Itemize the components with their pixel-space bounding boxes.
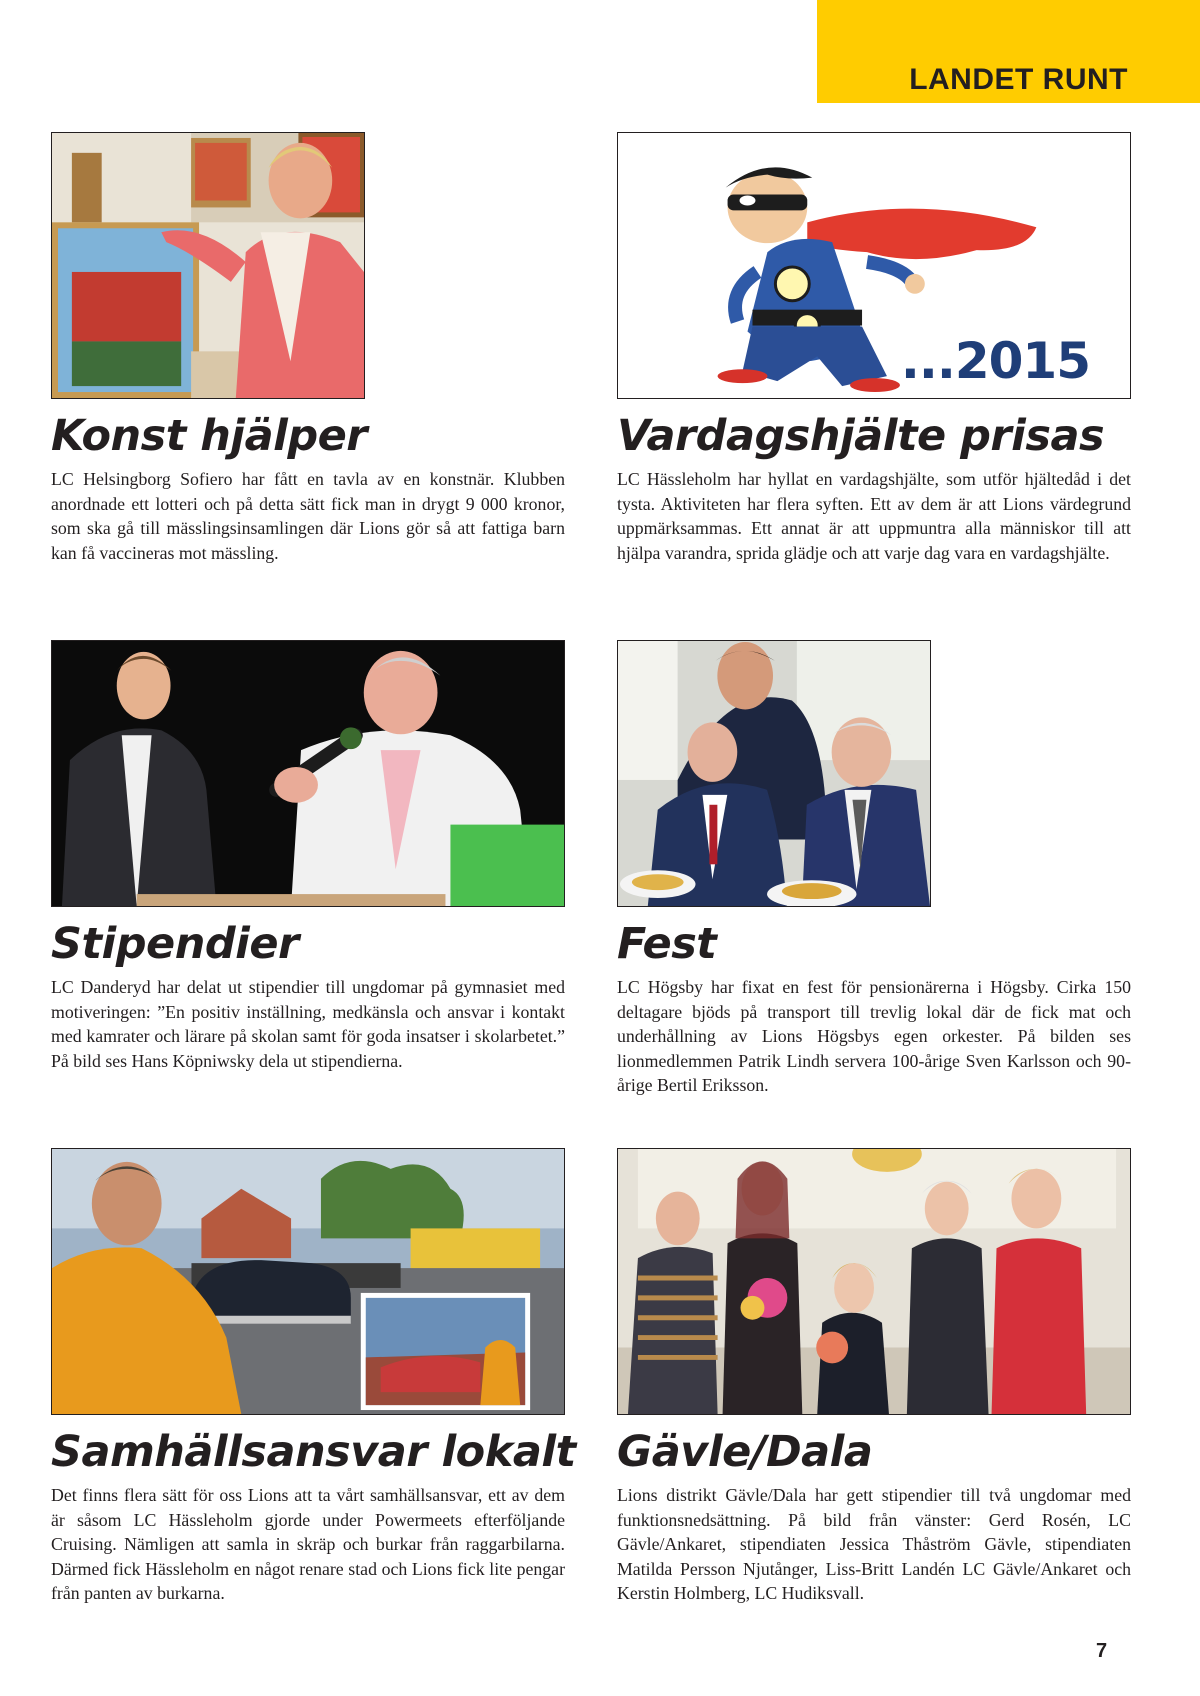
article-fest	[617, 640, 1131, 1098]
headline: Gävle/Dala	[617, 1427, 873, 1477]
headline: Samhällsansvar lokalt	[51, 1427, 576, 1477]
photo-serving-food	[617, 640, 931, 907]
section-label: LANDET RUNT	[909, 63, 1128, 96]
photo-group-of-women	[617, 1148, 1131, 1415]
article-body: Det finns flera sätt för oss Lions att ta vårt samhällsansvar, ett av dem är såsom LC Hässleholm gjorde under Powermeets efterföljande Cruising. Nämligen att samla in skräp och burkar från raggarbilarna. Därmed fick Hässleholm en något renare stad och Lions fick lite pengar från panten av burkarna.	[51, 1485, 565, 1603]
article-gavle-dala	[617, 1148, 1131, 1606]
article-vardagshjalte	[617, 132, 1131, 565]
headline: Fest	[617, 919, 717, 969]
article-body: LC Helsingborg Sofiero har fått en tavla av en konstnär. Klubben anordnade ett lotteri och på detta sätt fick man in drygt 9 000 kronor, som ska gå till mässlingsinsamlingen där Lions gör så att fattiga barn kan få vaccineras mot mässling.	[51, 469, 565, 563]
article-body: LC Högsby har fixat en fest för pensionärerna i Högsby. Cirka 150 deltagare bjöds på transport till trevlig lokal där de fick mat och underhållning av Lions Högsbys egen orkester. På bilden ses lionmedlemmen Patrik Lindh servera 100-årige Sven Karlsson och 90-årige Bertil Eriksson.	[617, 977, 1131, 1095]
article-body: LC Hässleholm har hyllat en vardagshjälte, som utför hjältedåd i det tysta. Aktiviteten har flera syften. Ett av dem är att Lions värdegrund uppmärksammas. Ett annat är att uppmuntra alla människor till att hjälpa varandra, sprida glädje och att varje dag vara en vardagshjälte.	[617, 469, 1131, 563]
photo-speaker-on-stage	[51, 640, 565, 907]
photo-man-with-painting	[51, 132, 365, 399]
article-samhallsansvar	[51, 1148, 576, 1606]
article-stipendier	[51, 640, 565, 1073]
page-number: 7	[1096, 1640, 1108, 1662]
photo-car-cruising	[51, 1148, 565, 1415]
article-body: Lions distrikt Gävle/Dala har gett stipendier till två ungdomar med funktionsnedsättning. På bild från vänster: Gerd Rosén, LC Gävle/Ankaret, stipendiaten Jessica Thåström Gävle, stipendiaten Matilda Persson Njutånger, Liss-Britt Landén LC Gävle/Ankaret och Kerstin Holmberg, LC Hudiksvall.	[617, 1485, 1131, 1603]
headline: Stipendier	[51, 919, 299, 969]
article-konst-hjalper	[51, 132, 565, 565]
superhero-illustration	[617, 132, 1131, 399]
article-body: LC Danderyd har delat ut stipendier till ungdomar på gymnasiet med motiveringen: ”En positiv inställning, medkänsla och ansvar i kontakt med kamrater och lärare på skolan samt för goda insatser i skolarbetet.” På bild ses Hans Köpniwsky dela ut stipendierna.	[51, 977, 565, 1071]
headline: Konst hjälper	[51, 411, 367, 461]
year-label: ...2015	[900, 332, 1090, 390]
headline: Vardagshjälte prisas	[617, 411, 1105, 461]
section-tab	[817, 0, 1200, 103]
